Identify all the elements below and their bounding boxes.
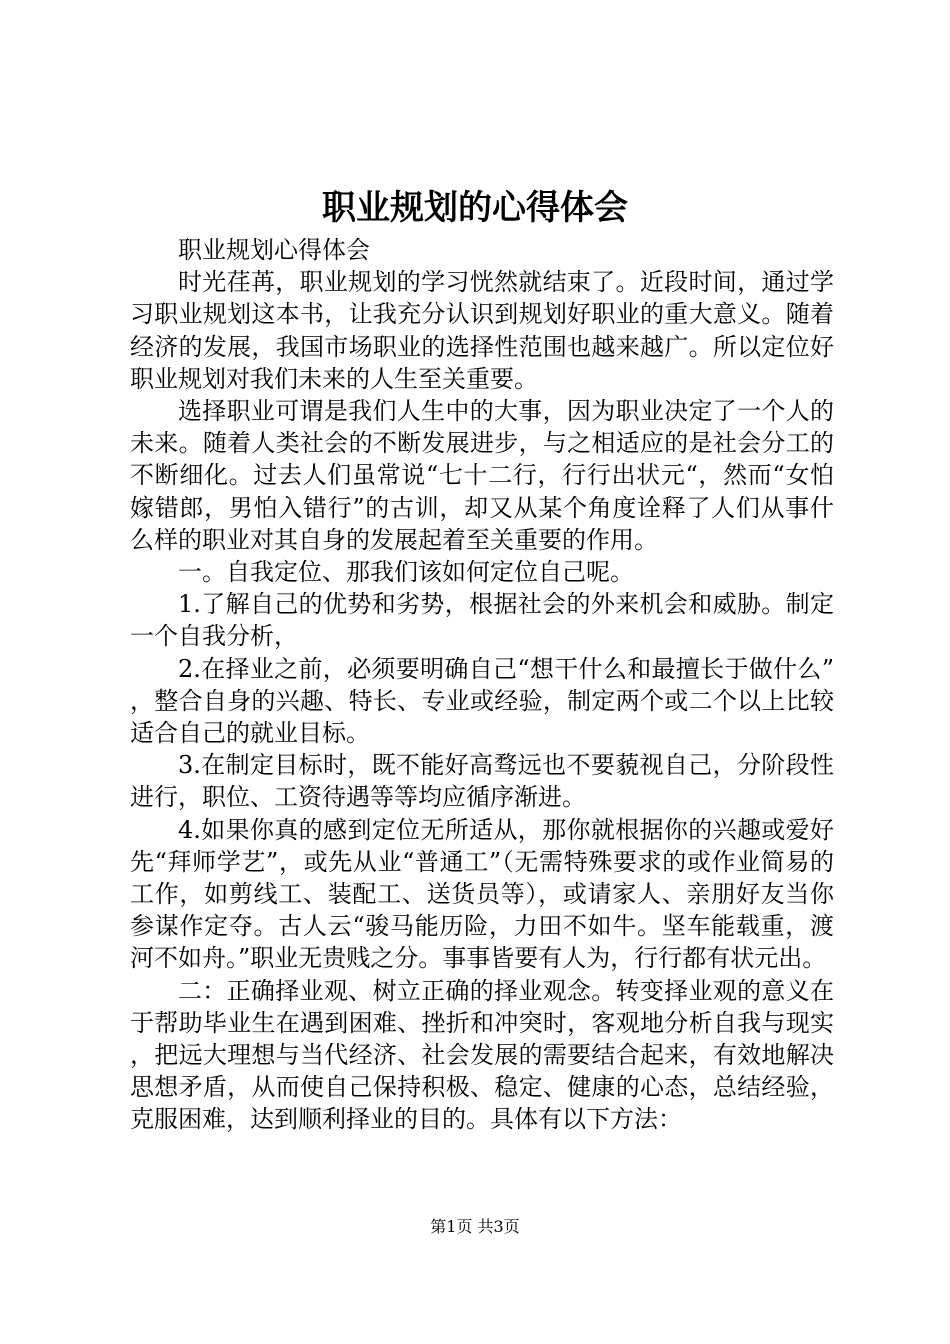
document-title: 职业规划的心得体会 xyxy=(322,188,628,228)
paragraph-career-choice: 选择职业可谓是我们人生中的大事，因为职业决定了一个人的未来。随着人类社会的不断发展进步，与之相适应的是社会分工的不断细化。过去人们虽常说“七十二行，行行出状元“，然而“女怕嫁错郎，男怕入错行”的古训，却又从某个角度诠释了人们从事什么样的职业对其自身的发展起着至关重要的作用。 xyxy=(130,397,834,554)
page-indicator: 第1页 共3页 xyxy=(430,1217,520,1236)
paragraph-item-3: 3.在制定目标时，既不能好高骛远也不要藐视自己，分阶段性进行，职位、工资待遇等等均应循序渐进。 xyxy=(130,751,834,812)
paragraph-item-1: 1.了解自己的优势和劣势，根据社会的外来机会和威胁。制定一个自我分析， xyxy=(130,590,834,651)
paragraph-section-two: 二：正确择业观、树立正确的择业观念。转变择业观的意义在于帮助毕业生在遇到困难、挫折和冲突时，客观地分析自我与现实，把远大理想与当代经济、社会发展的需要结合起来，有效地解决思想矛盾，从而使自己保持积极、稳定、健康的心态，总结经验，克服困难，达到顺利择业的目的。具体有以下方法： xyxy=(130,976,834,1134)
paragraph-section-one-heading: 一。自我定位、那我们该如何定位自己呢。 xyxy=(178,558,634,587)
paragraph-intro: 时光荏苒，职业规划的学习恍然就结束了。近段时间，通过学习职业规划这本书，让我充分认识到规划好职业的重大意义。随着经济的发展，我国市场职业的选择性范围也越来越广。所以定位好职业规划对我们未来的人生至关重要。 xyxy=(130,268,834,393)
paragraph-subtitle: 职业规划心得体会 xyxy=(178,236,370,264)
document-body xyxy=(130,234,834,1136)
paragraph-item-4: 4.如果你真的感到定位无所适从，那你就根据你的兴趣或爱好先“拜师学艺”，或先从业“普通工”（无需特殊要求的或作业简易的工作，如剪线工、装配工、送货员等），或请家人、亲朋好友当你参谋作定夺。古人云“骏马能历险，力田不如牛。坚车能载重，渡河不如舟。”职业无贵贱之分。事事皆要有人为，行行都有状元出。 xyxy=(130,815,834,973)
paragraph-item-2: 2.在择业之前，必须要明确自己“想干什么和最擅长于做什么”，整合自身的兴趣、特长、专业或经验，制定两个或二个以上比较适合自己的就业目标。 xyxy=(130,654,834,748)
